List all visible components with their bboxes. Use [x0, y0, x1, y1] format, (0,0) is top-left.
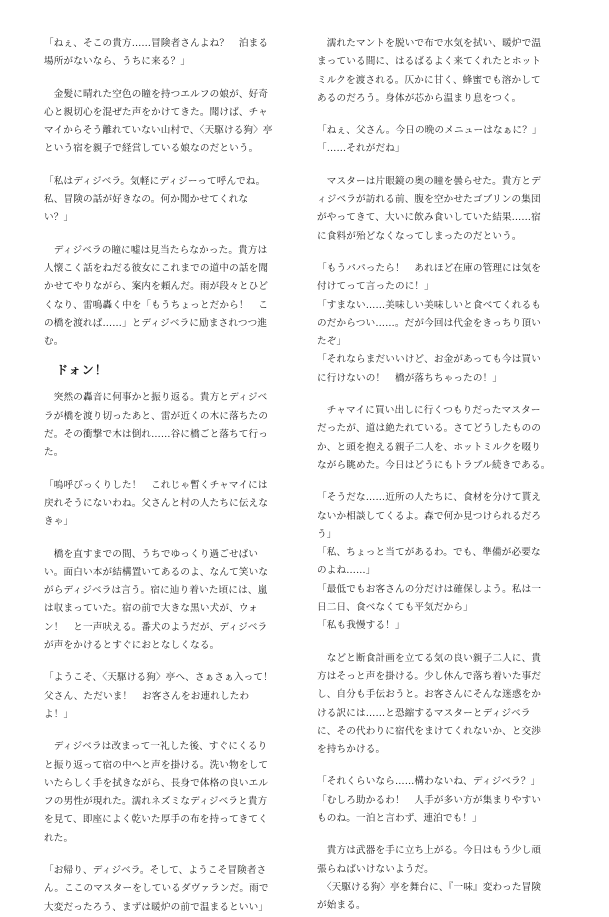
paragraph: 「ねぇ、そこの貴方……冒険者さんよね？ 泊まる 場所がないなら、うちに来る？」 [44, 38, 269, 68]
paragraph: 「もうパパったら！ あれほど在庫の管理には気を 付けてって言ったのに！」 「すまない……美味しい美味しいと食べてくれるも のだからつい……。だが今回は代金をきっちり頂い たぞ」 「それならまだいいけど、お金があっても今は買い に行けないの！ 橋が落ちちゃったの！」 [317, 262, 542, 384]
left-column [44, 35, 296, 917]
paragraph: 橋を直すまでの間、うちでゆっくり過ごせばい い。面白い本が結構置いてあるのよ、なんて笑いな がらディジベラは言う。宿に辿り着いた頃には、嵐 は収まっていた。宿の前で大きな黒い犬が、ウォ ン！ と一声吠える。番犬のようだが、ディジベラ が声をかけるとすぐにおとなしくなる。 [44, 548, 269, 652]
paragraph: 「ねぇ、父さん。今日の晩のメニューはなぁに？」 「……それがだね」 [317, 125, 542, 155]
paragraph: 「それくらいなら……構わないね、ディジベラ？」 「むしろ助かるわ！ 人手が多い方が集まりやすい ものね。一泊と言わず、連泊でも！」 [317, 776, 542, 824]
paragraph: 「私はディジベラ。気軽にディジーって呼んでね。 私、冒険の話が好きなの。何か聞かせてくれな い？」 [44, 175, 266, 224]
sound-effect-heading: ドォン！ [56, 363, 108, 378]
paragraph: 「嗚呼びっくりした！ これじゃ暫くチャマイには 戻れそうにないわね。父さんと村の人たちに伝えな きゃ」 [44, 479, 269, 528]
paragraph: 「ようこそ、〈天駆ける狗〉亭へ、さぁさぁ入って！ 父さん、ただいま！ お客さんをお連れしたわ よ！」 [44, 672, 273, 720]
paragraph: ディジベラは改まって一礼した後、すぐにくるり と振り返って宿の中へと声を掛ける。洗い物をして いたらしく手を拭きながら、長身で体格の良いエル フの男性が現れた。濡れネズミなディジベラと貴方 を見て、即座によく乾いた厚手の布を持ってきてく れた。 [44, 741, 269, 844]
paragraph: ディジベラの瞳に嘘は見当たらなかった。貴方は 人懐こく話をねだる彼女にこれまでの道中の話を聞 かせてやりながら、案内を頼んだ。雨が段々とひど くなり、雷鳴轟く中を「もうちょっとだから！ こ の橋を渡れば……」とディジベラに励まされつつ進 む。 [44, 244, 269, 348]
paragraph: 「お帰り、ディジベラ。そして、ようこそ冒険者さ ん。ここのマスターをしているダヴァランだ。雨で 大変だったろう、まずは暖炉の前で温まるといい」 [44, 864, 269, 913]
paragraph: 濡れたマントを脱いで布で水気を拭い、暖炉で温 まっている間に、はるばるよく来てくれたとホット ミルクを渡される。仄かに甘く、蜂蜜でも溶かして あるのだろう。身体が芯から温まり息をつく。 [317, 38, 542, 104]
paragraph: マスターは片眼鏡の奥の瞳を曇らせた。貴方とデ ィジベラが訪れる前、腹を空かせたゴブリンの集団 がやってきて、大いに飲み食いしていた結果……宿 に食料が殆どなくなってしまったのだという。 [317, 175, 541, 242]
paragraph: などと断食計画を立てる気の良い親子二人に、貴 方はそっと声を掛ける。少し休んで落ち着いた事だ し、自分も手伝おうと。お客さんにそんな迷惑をか ける訳には……と恐縮するマスターとディジベラ に、その代わりに宿代をまけてくれないか、と交渉 を持ちかける。 [317, 652, 542, 756]
paragraph: 貴方は武器を手に立ち上がる。今日はもう少し頑 張らねばいけないようだ。 〈天駆ける狗〉亭を舞台に、『一味』変わった冒険 が始まる。 [317, 845, 542, 912]
paragraph: チャマイに買い出しに行くつもりだったマスター だったが、道は絶たれている。さてどうしたものの か、と頭を抱える親子二人を、ホットミルクを啜り ながら眺めた。今日はどうにもトラブル続きである。 [317, 405, 551, 471]
paragraph: 突然の轟音に何事かと振り返る。貴方とディジベ ラが橋を渡り切ったあと、雷が近くの木に落ちたの だ。その衝撃で木は倒れ……谷に橋ごと落ちて行っ た。 [44, 392, 269, 459]
paragraph: 「そうだな……近所の人たちに、食材を分けて貰え ないか相談してくるよ。森で何か見つけられるだろ う」 「私、ちょっと当てがあるわ。でも、準備が必要な のよね……」 「最低でもお客さんの分だけは確保しよう。私は一 日二日、食べなくても平気だから」 「私も我慢する！」 [317, 492, 542, 632]
paragraph: 金髪に晴れた空色の瞳を持つエルフの娘が、好奇 心と親切心を混ぜた声をかけてきた。聞けば、チャ マイからそう離れていない山村で、〈天駆ける狗〉亭 という宿を親子で経営している娘なのだという。 [44, 88, 273, 155]
right-column [317, 35, 569, 915]
